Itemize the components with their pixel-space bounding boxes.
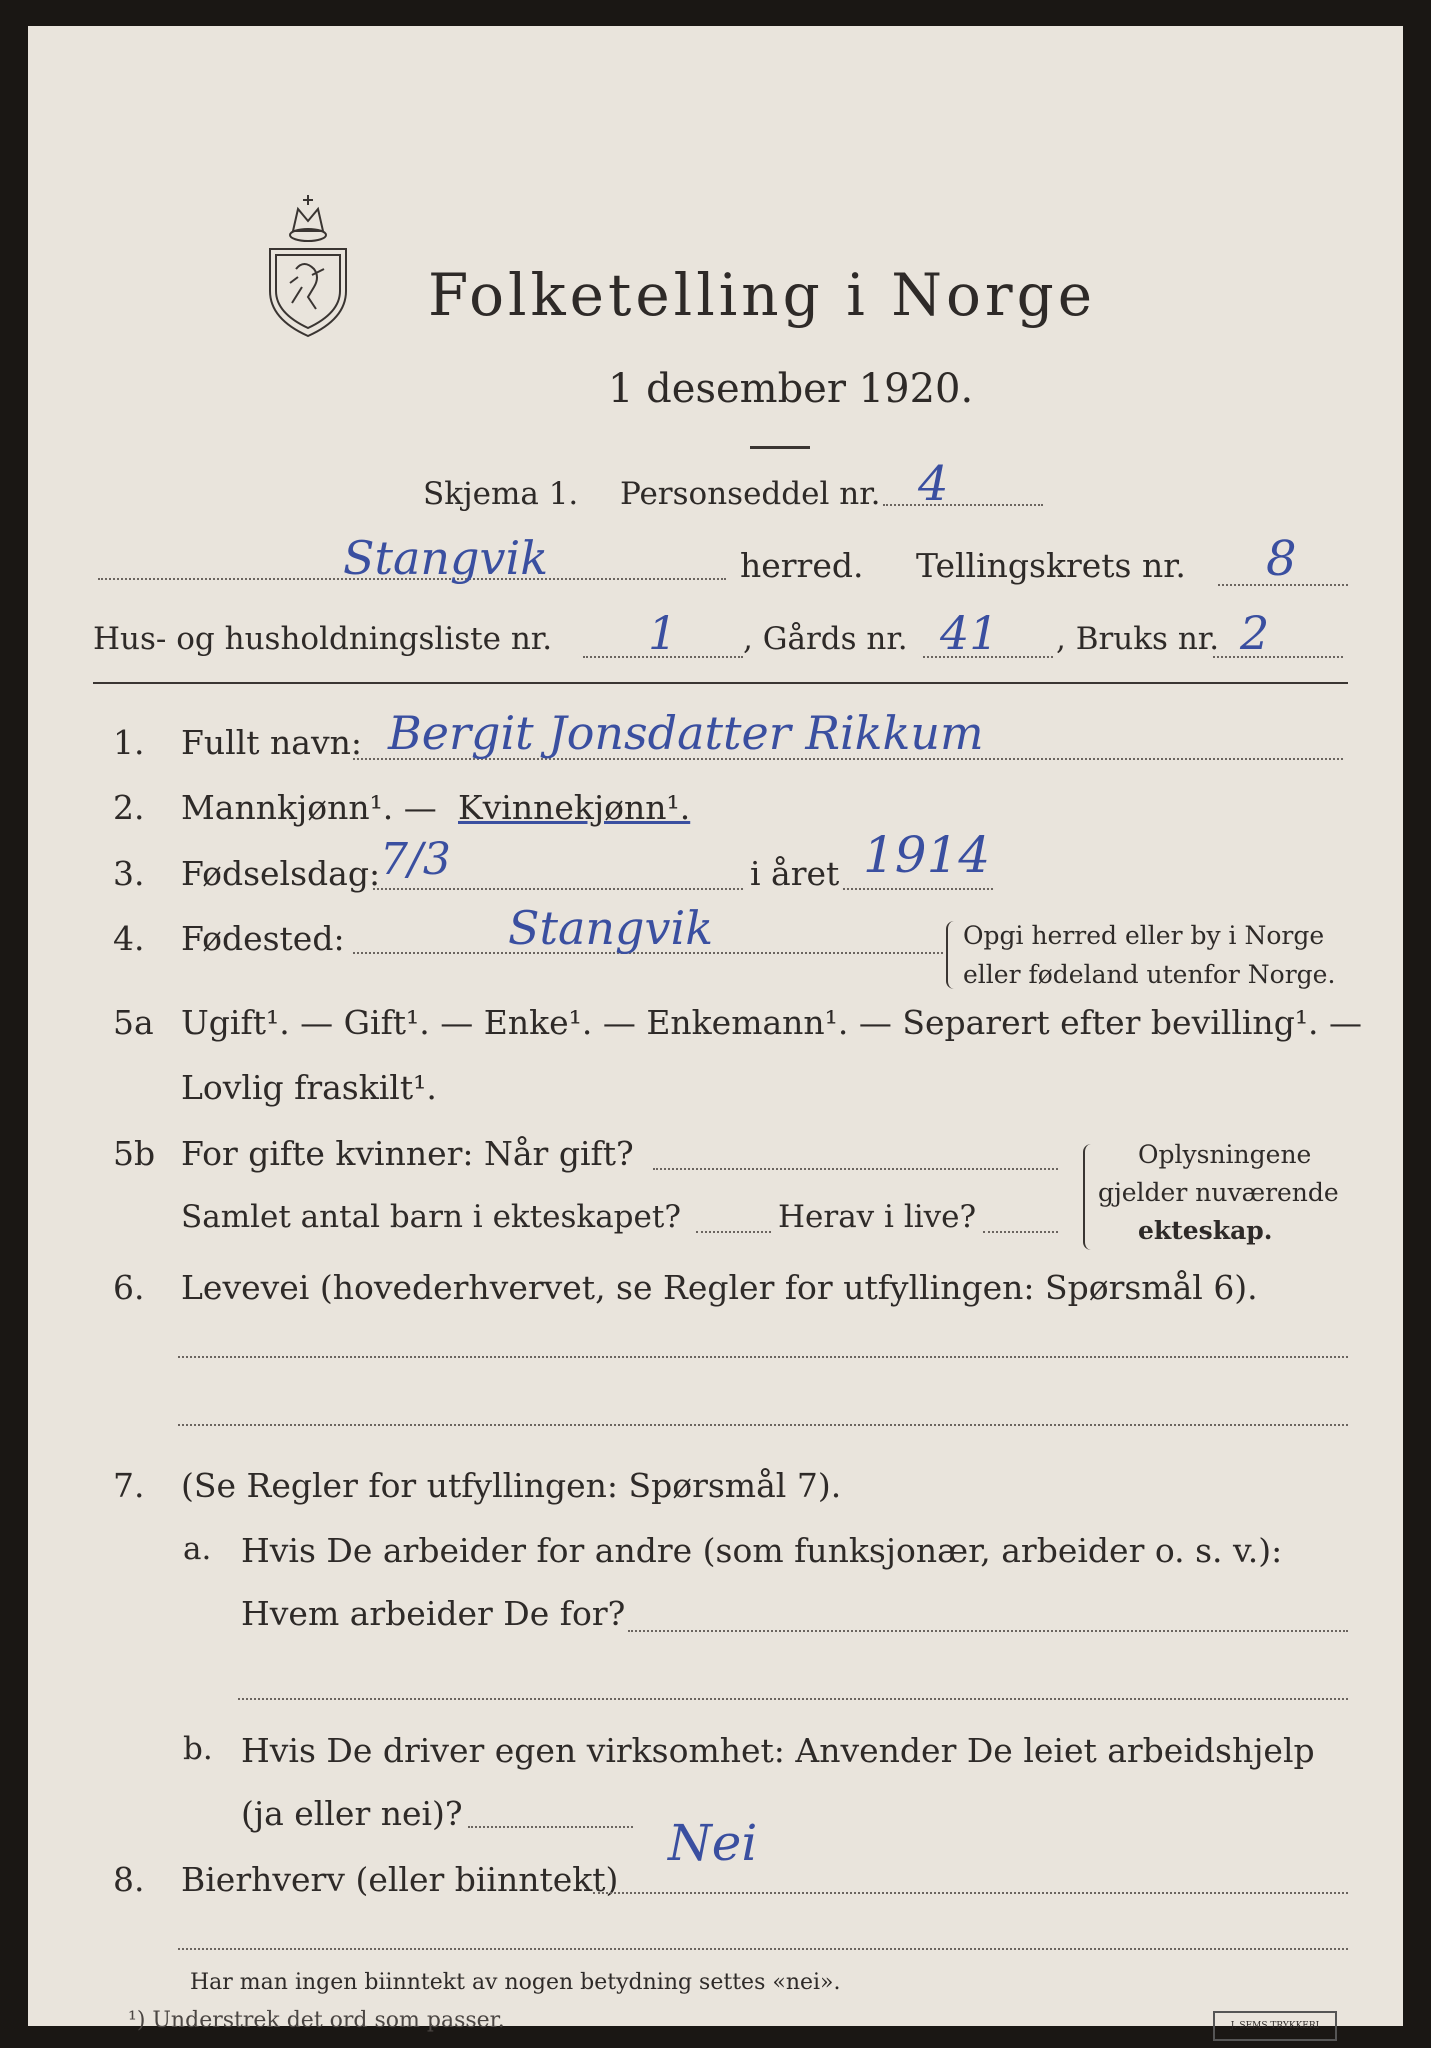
- q6-label: Levevei (hovederhvervet, se Regler for utfyllingen: Spørsmål 6).: [181, 1268, 1258, 1307]
- q3-year-line: [843, 888, 993, 890]
- q5b-line1: For gifte kvinner: Når gift?: [181, 1134, 634, 1173]
- q7a-letter: a.: [183, 1531, 212, 1567]
- q4-value: Stangvik: [508, 901, 714, 955]
- q3-label: Fødselsdag:: [181, 854, 381, 893]
- q8-line: [593, 1892, 1348, 1894]
- q4-note-1: Opgi herred eller by i Norge: [963, 921, 1325, 950]
- q5b-children-line: [696, 1231, 771, 1233]
- q3-year-label: i året: [750, 854, 840, 893]
- skjema-label: Skjema 1.: [423, 476, 579, 512]
- q2-number: 2.: [113, 788, 145, 827]
- q5b-number: 5b: [113, 1134, 156, 1173]
- q6-line-2: [178, 1424, 1348, 1426]
- q7-number: 7.: [113, 1466, 145, 1505]
- q2-kvinne: Kvinnekjønn¹.: [458, 788, 691, 827]
- q5b-line2a: Samlet antal barn i ekteskapet?: [181, 1199, 681, 1235]
- q5a-line1: Ugift¹. — Gift¹. — Enke¹. — Enkemann¹. — Separert efter bevilling¹. —: [181, 1003, 1363, 1042]
- q8-number: 8.: [113, 1860, 145, 1899]
- q1-value: Bergit Jonsdatter Rikkum: [388, 706, 984, 760]
- tellingskrets-label: Tellingskrets nr.: [916, 546, 1186, 585]
- footer-cut-line: ¹) Understrek det ord som passer.: [128, 2008, 505, 2033]
- herred-value: Stangvik: [343, 531, 549, 585]
- title-divider: [750, 446, 810, 449]
- husliste-label: Hus- og husholdningsliste nr.: [93, 621, 553, 657]
- husliste-value: 1: [648, 606, 678, 660]
- q3-line: [373, 888, 743, 890]
- q5b-when-line: [653, 1168, 1058, 1170]
- q1-number: 1.: [113, 723, 145, 762]
- q7b-letter: b.: [183, 1731, 213, 1767]
- q5b-note-2: gjelder nuværende: [1098, 1178, 1339, 1207]
- printer-stamp: J. SEMS TRYKKERI: [1213, 2011, 1337, 2041]
- personseddel-value: 4: [918, 456, 949, 512]
- tellingskrets-value: 8: [1266, 531, 1297, 587]
- gards-value: 41: [940, 606, 999, 660]
- gards-label: , Gårds nr.: [743, 621, 908, 657]
- q8-label: Bierhverv (eller biinntekt): [181, 1860, 619, 1899]
- q3-number: 3.: [113, 854, 145, 893]
- q7b-line: [468, 1826, 633, 1828]
- herred-label: herred.: [740, 546, 864, 585]
- q6-line-1: [178, 1356, 1348, 1358]
- q6-number: 6.: [113, 1268, 145, 1307]
- q7b-line2: (ja eller nei)?: [241, 1794, 463, 1833]
- form-title: Folketelling i Norge: [428, 261, 1097, 329]
- q5a-line2: Lovlig fraskilt¹.: [181, 1068, 437, 1107]
- bruks-line: [1213, 656, 1343, 658]
- q7a-line: [628, 1630, 1348, 1632]
- q8-value: Nei: [668, 1814, 758, 1872]
- q3-year-value: 1914: [863, 826, 991, 884]
- q7-label: (Se Regler for utfyllingen: Spørsmål 7).: [181, 1466, 842, 1505]
- census-date: 1 desember 1920.: [608, 366, 974, 412]
- q5b-note-3: ekteskap.: [1138, 1216, 1273, 1245]
- footer-note: Har man ingen biinntekt av nogen betydning settes «nei».: [190, 1970, 841, 1995]
- q4-number: 4.: [113, 919, 145, 958]
- q5b-brace: [1083, 1144, 1097, 1250]
- q7b-line1: Hvis De driver egen virksomhet: Anvender De leiet arbeidshjelp: [241, 1731, 1315, 1770]
- q7a-line2: Hvem arbeider De for?: [241, 1594, 626, 1633]
- q4-brace: [946, 921, 958, 989]
- bruks-value: 2: [1240, 606, 1270, 660]
- header-divider: [93, 682, 1348, 684]
- q5b-line2b: Herav i live?: [778, 1199, 977, 1235]
- personseddel-label: Personseddel nr.: [620, 476, 881, 512]
- census-form-page: [28, 26, 1403, 2033]
- q4-label: Fødested:: [181, 919, 345, 958]
- q7a-line1: Hvis De arbeider for andre (som funksjonær, arbeider o. s. v.):: [241, 1531, 1283, 1570]
- q8-line-extra: [178, 1948, 1348, 1950]
- bruks-label: , Bruks nr.: [1056, 621, 1220, 657]
- q1-label: Fullt navn:: [181, 723, 362, 762]
- q5b-note-1: Oplysningene: [1138, 1140, 1312, 1169]
- personseddel-line: [883, 504, 1043, 506]
- coat-of-arms-icon: [258, 191, 358, 345]
- q7a-line-extra: [238, 1698, 1348, 1700]
- q3-value: 7/3: [380, 834, 451, 885]
- q2-mann: Mannkjønn¹. —: [181, 788, 437, 827]
- q4-note-2: eller fødeland utenfor Norge.: [963, 960, 1336, 989]
- q5b-alive-line: [983, 1231, 1058, 1233]
- q5a-number: 5a: [113, 1003, 154, 1042]
